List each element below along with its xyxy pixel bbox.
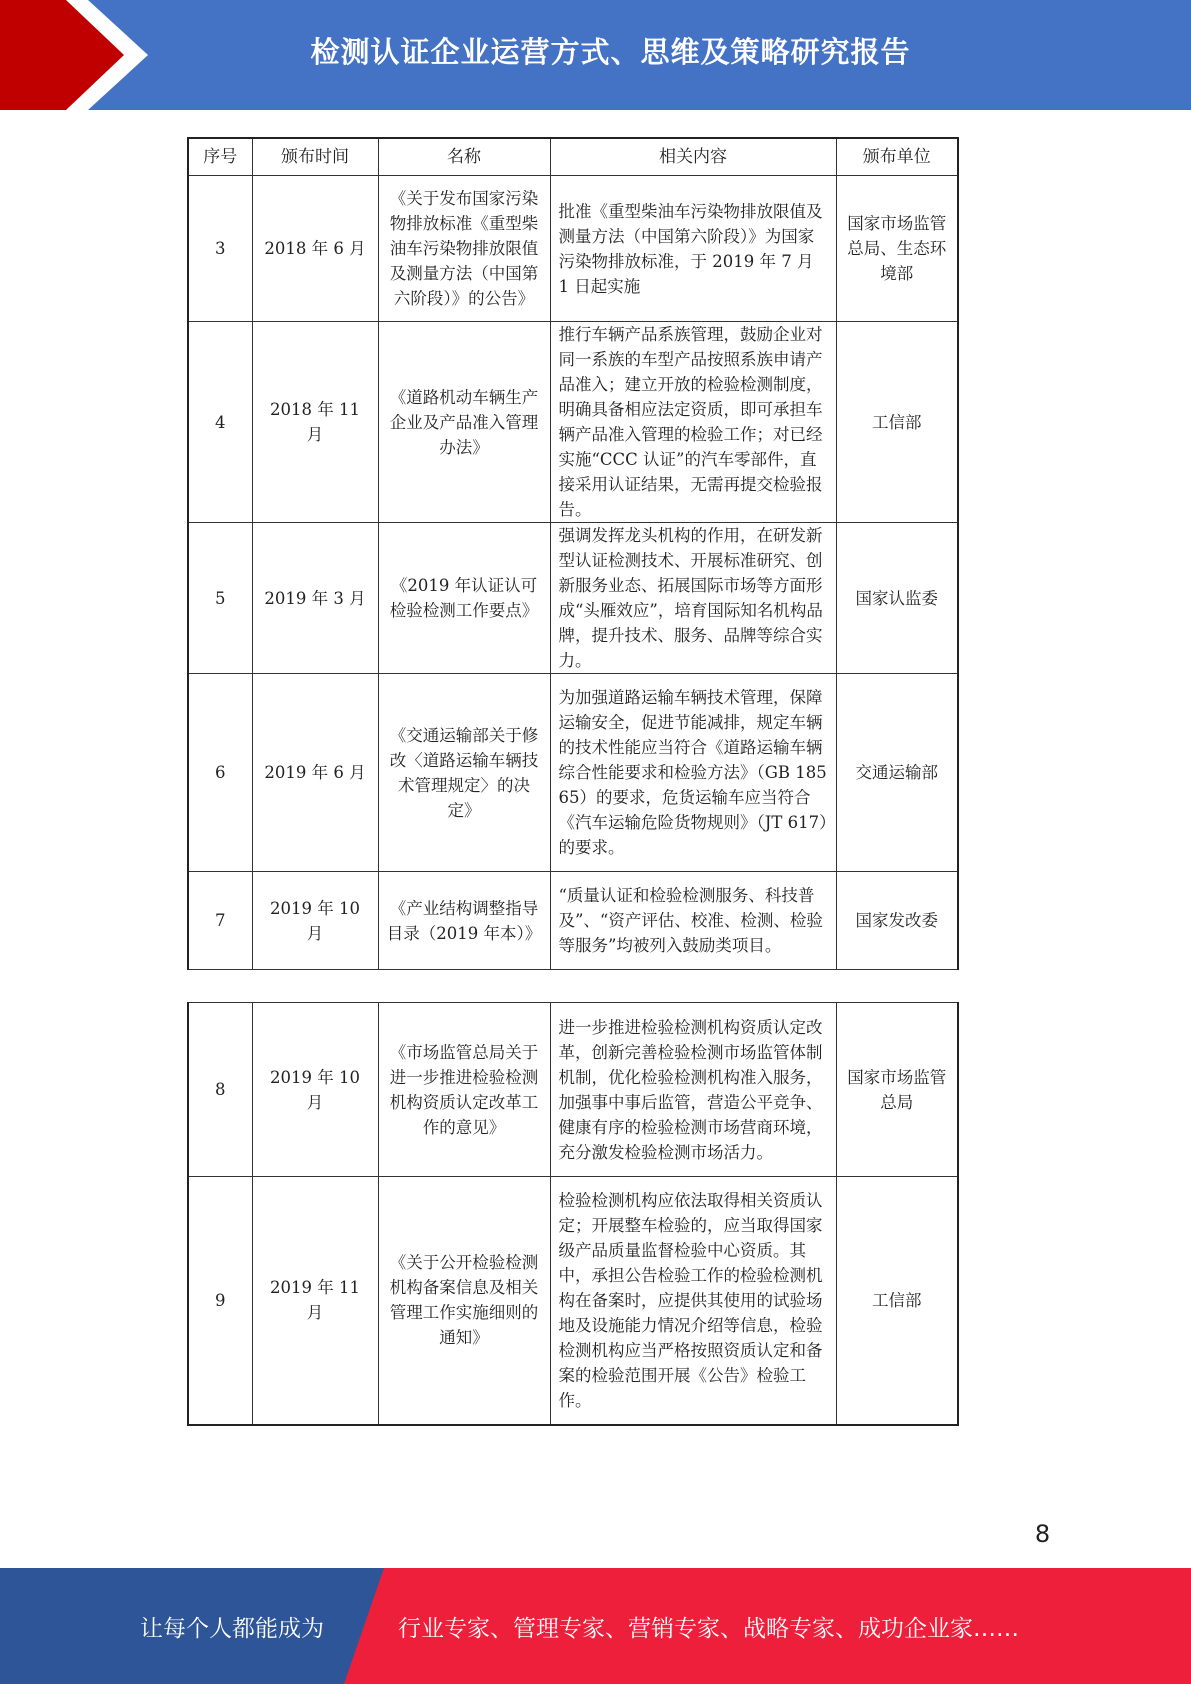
- table-row: [188, 872, 958, 970]
- row-name: 《关于公开检验检测机构备案信息及相关管理工作实施细则的通知》: [378, 1177, 550, 1425]
- table-row: [188, 1177, 958, 1425]
- row-no: 3: [188, 176, 252, 322]
- header-red-arrow: [0, 0, 150, 110]
- regulation-table: [187, 137, 959, 970]
- row-org: 国家发改委: [836, 872, 958, 970]
- row-org: 工信部: [836, 1177, 958, 1425]
- row-org: 工信部: [836, 322, 958, 523]
- row-name: 《交通运输部关于修改〈道路运输车辆技术管理规定〉的决定》: [378, 674, 550, 872]
- row-date: 2019 年 10 月: [252, 1003, 378, 1177]
- row-org: 国家认监委: [836, 523, 958, 674]
- table-row: [188, 176, 958, 322]
- footer-slogan-right: 行业专家、管理专家、营销专家、战略专家、成功企业家……: [398, 1615, 1019, 1642]
- row-org: 国家市场监管总局、生态环境部: [836, 176, 958, 322]
- row-no: 7: [188, 872, 252, 970]
- row-content: 进一步推进检验检测机构资质认定改革，创新完善检验检测市场监管体制机制，优化检验检测机构准入服务，加强事中事后监管，营造公平竞争、健康有序的检验检测市场营商环境，充分激发检验检测市场活力。: [550, 1003, 836, 1177]
- header-name: 名称: [378, 138, 550, 176]
- header-no: 序号: [188, 138, 252, 176]
- footer-slogan-left: 让每个人都能成为: [140, 1615, 324, 1642]
- header-date: 颁布时间: [252, 138, 378, 176]
- row-no: 8: [188, 1003, 252, 1177]
- table-row: [188, 322, 958, 523]
- row-name: 《市场监管总局关于进一步推进检验检测机构资质认定改革工作的意见》: [378, 1003, 550, 1177]
- table-row: [188, 523, 958, 674]
- document-title: 检测认证企业运营方式、思维及策略研究报告: [310, 34, 911, 69]
- header-org: 颁布单位: [836, 138, 958, 176]
- row-date: 2019 年 10 月: [252, 872, 378, 970]
- row-content: 为加强道路运输车辆技术管理，保障运输安全，促进节能减排，规定车辆的技术性能应当符合《道路运输车辆综合性能要求和检验方法》（GB 18565）的要求，危货运输车应当符合《汽车运输危险货物规则》（JT 617）的要求。: [550, 674, 836, 872]
- row-content: “质量认证和检验检测服务、科技普及”、“资产评估、校准、检测、检验等服务”均被列入鼓励类项目。: [550, 872, 836, 970]
- row-no: 9: [188, 1177, 252, 1425]
- header-banner: [0, 0, 1191, 110]
- header-content: 相关内容: [550, 138, 836, 176]
- regulation-table-continued: [187, 1002, 959, 1426]
- row-date: 2019 年 3 月: [252, 523, 378, 674]
- row-no: 4: [188, 322, 252, 523]
- page-number: 8: [1034, 1520, 1051, 1548]
- row-date: 2018 年 11 月: [252, 322, 378, 523]
- row-name: 《2019 年认证认可检验检测工作要点》: [378, 523, 550, 674]
- footer-banner: [0, 1568, 1191, 1684]
- table-header-row: [188, 138, 958, 176]
- row-content: 推行车辆产品系族管理，鼓励企业对同一系族的车型产品按照系族申请产品准入；建立开放的检验检测制度，明确具备相应法定资质，即可承担车辆产品准入管理的检验工作；对已经实施“CCC 认证”的汽车零部件，直接采用认证结果，无需再提交检验报告。: [550, 322, 836, 523]
- row-name: 《关于发布国家污染物排放标准《重型柴油车污染物排放限值及测量方法（中国第六阶段）》的公告》: [378, 176, 550, 322]
- row-date: 2019 年 11 月: [252, 1177, 378, 1425]
- row-date: 2018 年 6 月: [252, 176, 378, 322]
- row-name: 《道路机动车辆生产企业及产品准入管理办法》: [378, 322, 550, 523]
- row-content: 强调发挥龙头机构的作用，在研发新型认证检测技术、开展标准研究、创新服务业态、拓展国际市场等方面形成“头雁效应”，培育国际知名机构品牌，提升技术、服务、品牌等综合实力。: [550, 523, 836, 674]
- row-content: 批准《重型柴油车污染物排放限值及测量方法（中国第六阶段）》为国家污染物排放标准，于 2019 年 7 月 1 日起实施: [550, 176, 836, 322]
- row-content: 检验检测机构应依法取得相关资质认定；开展整车检验的，应当取得国家级产品质量监督检验中心资质。其中，承担公告检验工作的检验检测机构在备案时，应提供其使用的试验场地及设施能力情况介绍等信息，检验检测机构应当严格按照资质认定和备案的检验范围开展《公告》检验工作。: [550, 1177, 836, 1425]
- row-date: 2019 年 6 月: [252, 674, 378, 872]
- row-org: 交通运输部: [836, 674, 958, 872]
- row-no: 6: [188, 674, 252, 872]
- row-org: 国家市场监管总局: [836, 1003, 958, 1177]
- row-no: 5: [188, 523, 252, 674]
- table-row: [188, 1003, 958, 1177]
- row-name: 《产业结构调整指导目录（2019 年本）》: [378, 872, 550, 970]
- table-row: [188, 674, 958, 872]
